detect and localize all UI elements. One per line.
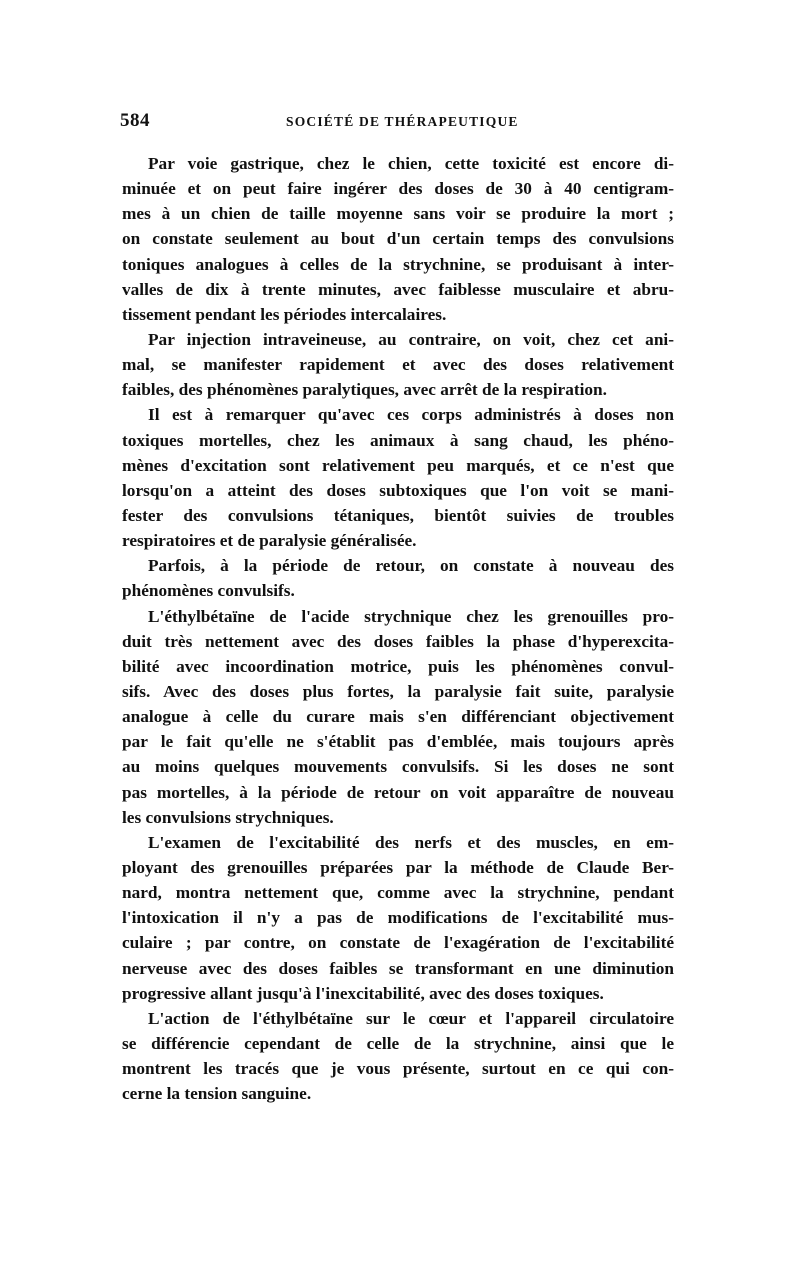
text-line: on constate seulement au bout d'un certain temps des convulsions <box>122 229 674 249</box>
text-line: nard, montra nettement que, comme avec la strychnine, pendant <box>122 883 674 903</box>
paragraph <box>122 1006 674 1107</box>
text-line: culaire ; par contre, on constate de l'exagération de l'excitabilité <box>122 933 674 953</box>
text-line: minuée et on peut faire ingérer des doses de 30 à 40 centigram- <box>122 179 674 199</box>
body-text <box>122 151 674 1106</box>
text-line: au moins quelques mouvements convulsifs. Si les doses ne sont <box>122 757 674 777</box>
paragraph <box>122 402 674 553</box>
text-line: montrent les tracés que je vous présente, surtout en ce qui con- <box>122 1059 674 1079</box>
paragraph <box>122 327 674 402</box>
text-line: L'examen de l'excitabilité des nerfs et des muscles, en em- <box>148 832 674 852</box>
text-line: pas mortelles, à la période de retour on voit apparaître de nouveau <box>122 782 674 802</box>
page-number: 584 <box>120 110 150 131</box>
text-line: duit très nettement avec des doses faibles la phase d'hyperexcita- <box>122 631 674 651</box>
paragraph <box>122 830 674 1006</box>
text-line: nerveuse avec des doses faibles se transformant en une diminution <box>122 958 674 978</box>
text-line: cerne la tension sanguine. <box>122 1084 312 1104</box>
text-line: Par voie gastrique, chez le chien, cette toxicité est encore di- <box>148 154 674 173</box>
text-line: mal, se manifester rapidement et avec des doses relativement <box>122 355 674 375</box>
text-line: par le fait qu'elle ne s'établit pas d'emblée, mais toujours après <box>122 732 674 752</box>
text-line: fester des convulsions tétaniques, bientôt suivies de troubles <box>122 505 674 525</box>
text-line: valles de dix à trente minutes, avec faiblesse musculaire et abru- <box>122 279 674 299</box>
paragraph <box>122 553 674 603</box>
text-line: respiratoires et de paralysie généralisée. <box>122 531 417 551</box>
text-line: se différencie cependant de celle de la strychnine, ainsi que le <box>122 1033 674 1053</box>
text-line: Il est à remarquer qu'avec ces corps administrés à doses non <box>148 405 674 425</box>
text-line: mènes d'excitation sont relativement peu marqués, et ce n'est que <box>122 455 674 475</box>
text-line: l'intoxication il n'y a pas de modifications de l'excitabilité mus- <box>122 908 674 928</box>
text-line: lorsqu'on a atteint des doses subtoxiques que l'on voit se mani- <box>122 480 674 500</box>
text-line: mes à un chien de taille moyenne sans voir se produire la mort ; <box>122 204 674 224</box>
text-line: ployant des grenouilles préparées par la méthode de Claude Ber- <box>122 857 674 877</box>
paragraph <box>122 151 674 327</box>
running-title: SOCIÉTÉ DE THÉRAPEUTIQUE <box>286 114 519 129</box>
text-line: progressive allant jusqu'à l'inexcitabilité, avec des doses toxiques. <box>122 983 604 1003</box>
text-line: Par injection intraveineuse, au contraire, on voit, chez cet ani- <box>148 329 674 349</box>
text-line: L'action de l'éthylbétaïne sur le cœur et l'appareil circulatoire <box>148 1008 674 1028</box>
text-line: Parfois, à la période de retour, on constate à nouveau des <box>148 556 674 576</box>
text-line: faibles, des phénomènes paralytiques, avec arrêt de la respiration. <box>122 380 607 400</box>
text-line: analogue à celle du curare mais s'en différenciant objectivement <box>122 707 674 727</box>
text-line: sifs. Avec des doses plus fortes, la paralysie fait suite, paralysie <box>122 681 674 701</box>
text-line: toniques analogues à celles de la strychnine, se produisant à inter- <box>122 254 674 274</box>
text-line: phénomènes convulsifs. <box>122 581 295 601</box>
paragraph <box>122 604 674 830</box>
text-line: toxiques mortelles, chez les animaux à sang chaud, les phéno- <box>122 430 674 450</box>
page-header <box>120 110 680 138</box>
text-line: bilité avec incoordination motrice, puis les phénomènes convul- <box>122 656 674 676</box>
text-line: tissement pendant les périodes intercalaires. <box>122 304 447 324</box>
text-line: L'éthylbétaïne de l'acide strychnique chez les grenouilles pro- <box>148 606 674 626</box>
text-line: les convulsions strychniques. <box>122 807 334 827</box>
